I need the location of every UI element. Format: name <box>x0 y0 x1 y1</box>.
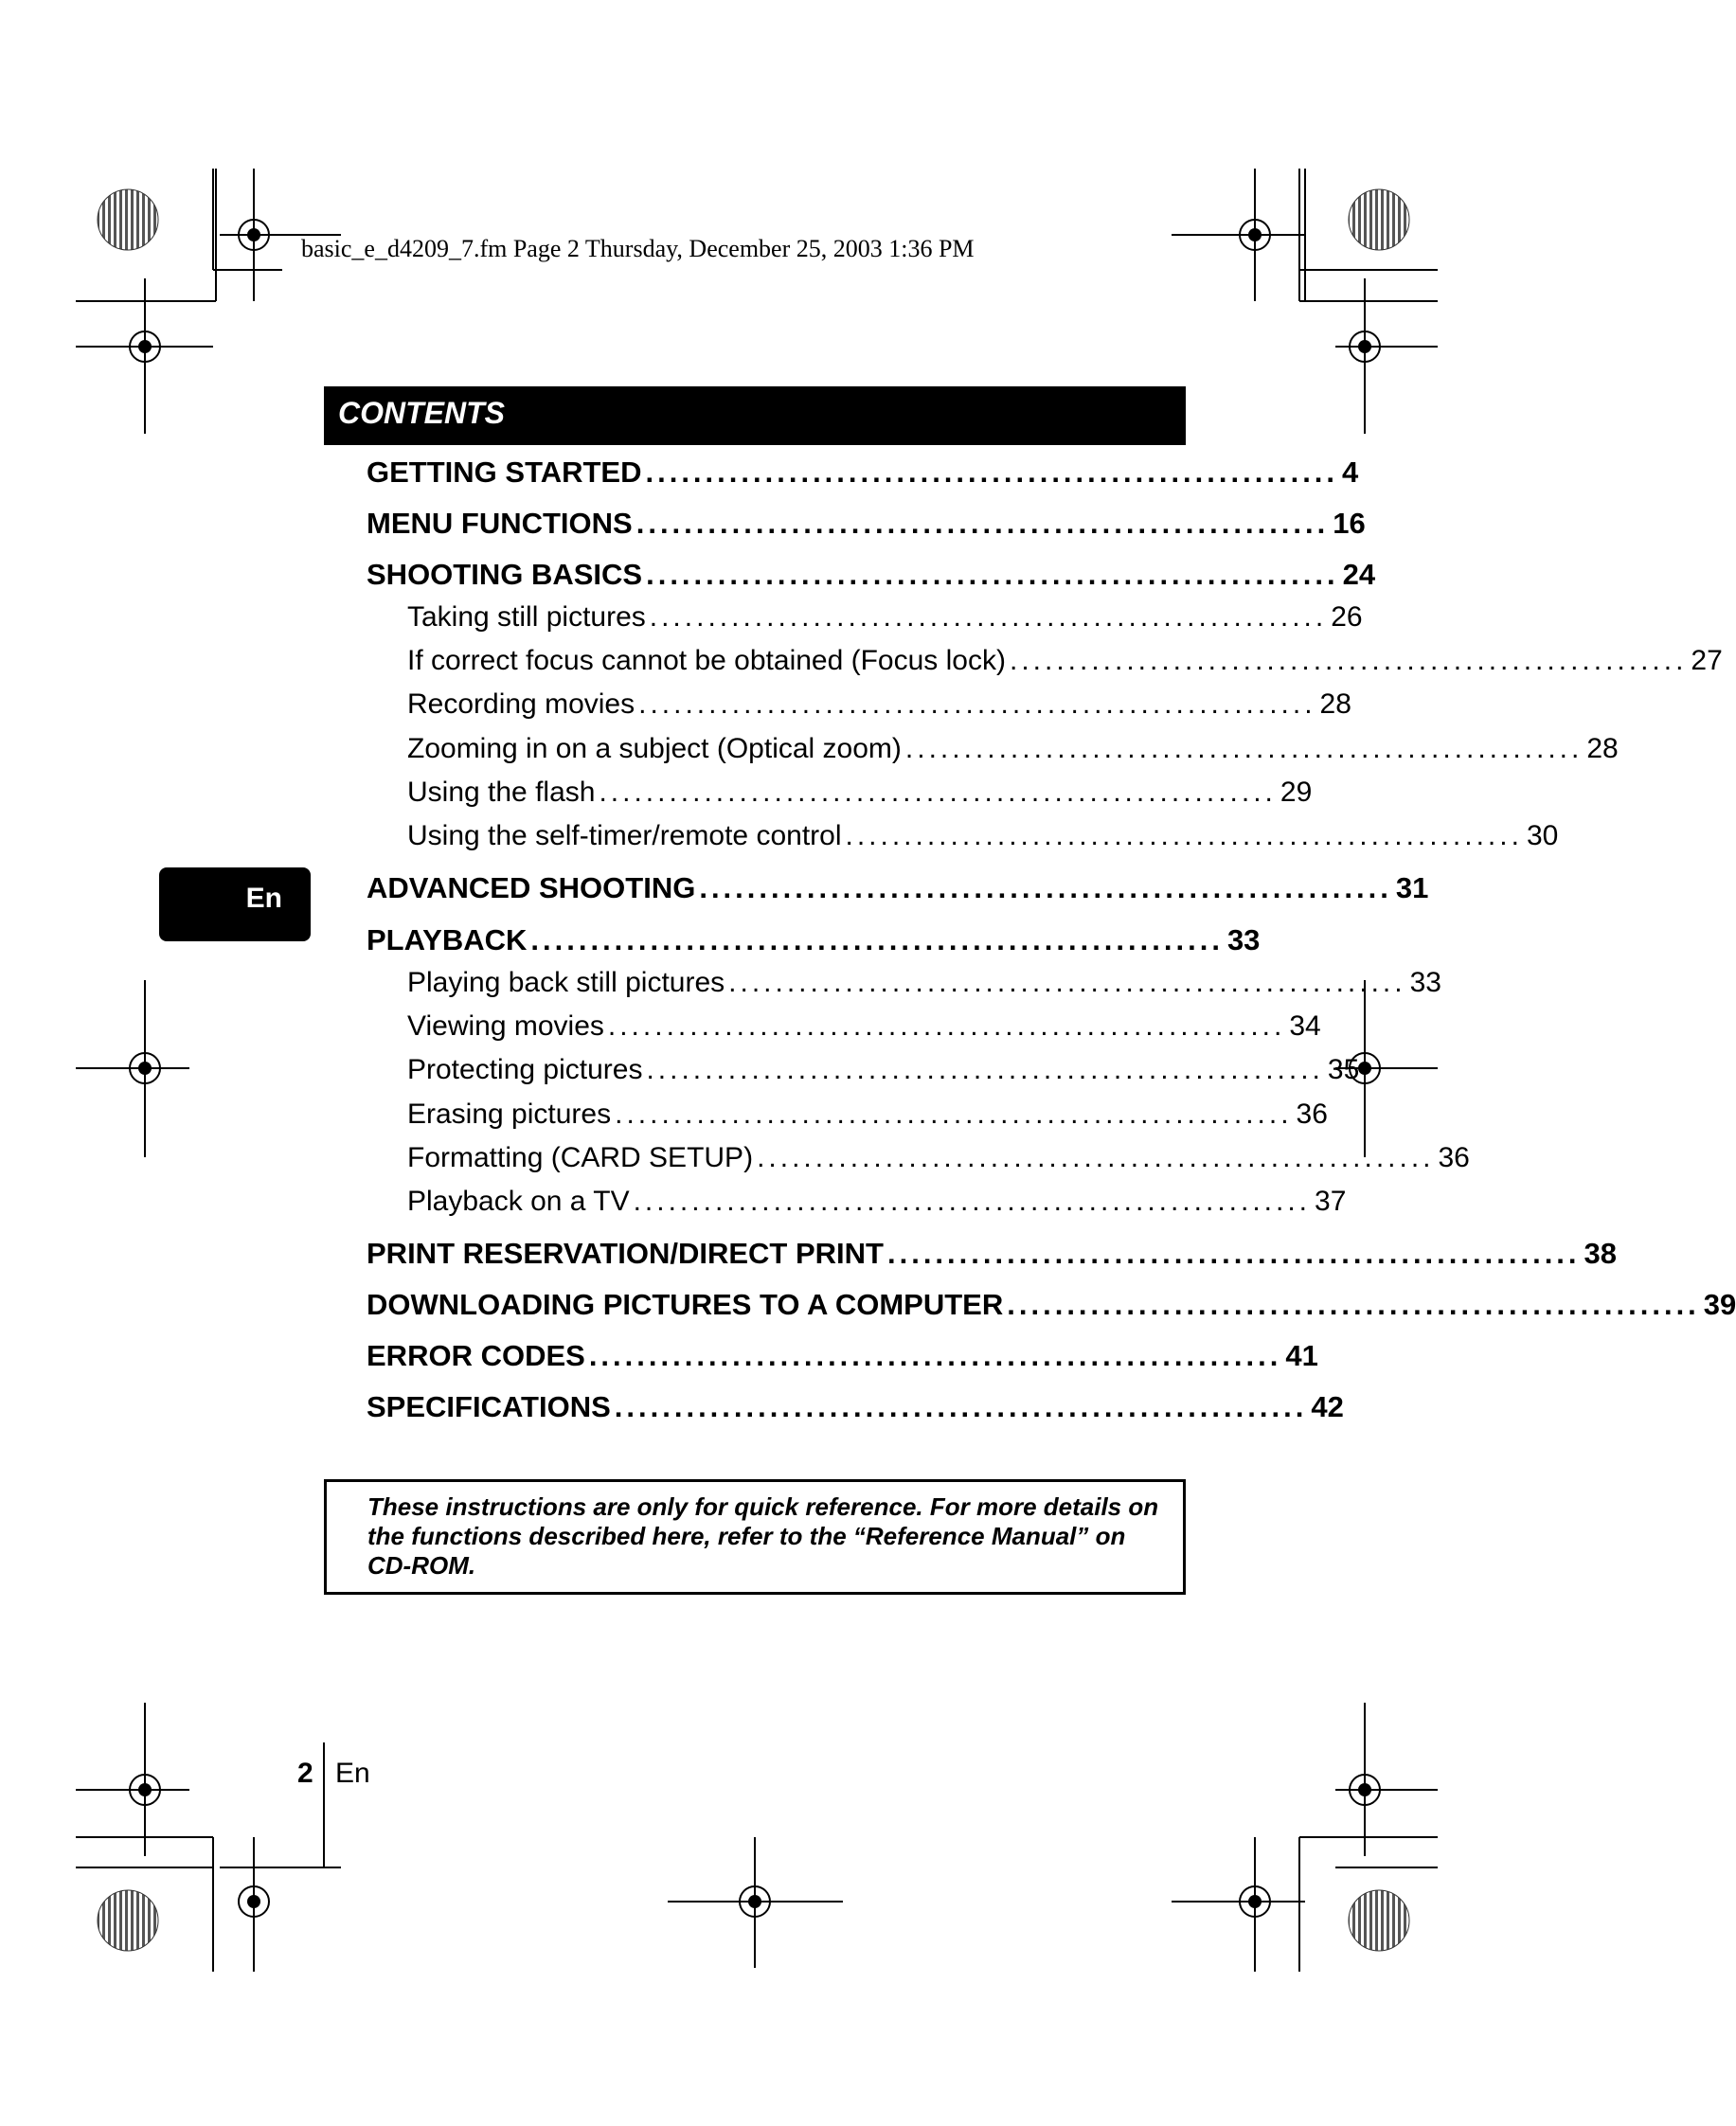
toc-entry-page: 31 <box>1395 871 1429 904</box>
toc-entry[interactable] <box>367 923 1261 957</box>
toc-leader-dots: .......................................................... <box>646 558 1339 591</box>
toc-entry-label: Taking still pictures <box>407 601 646 633</box>
toc-leader-dots: .......................................................... <box>728 967 1406 998</box>
language-tab-label: En <box>245 883 282 914</box>
toc-entry[interactable] <box>367 558 1376 592</box>
toc-entry[interactable] <box>407 1142 1470 1174</box>
toc-entry-label: SHOOTING BASICS <box>367 558 643 591</box>
toc-entry-page: 29 <box>1280 777 1313 808</box>
toc-entry-page: 33 <box>1409 967 1441 998</box>
toc-entry-label: Zooming in on a subject (Optical zoom) <box>407 733 902 764</box>
toc-entry[interactable] <box>367 507 1366 541</box>
contents-title: CONTENTS <box>338 396 505 430</box>
toc-entry[interactable] <box>367 1237 1618 1271</box>
toc-entry-label: ERROR CODES <box>367 1339 585 1372</box>
toc-entry-label: If correct focus cannot be obtained (Focus lock) <box>407 645 1006 676</box>
toc-entry-page: 30 <box>1526 820 1559 851</box>
toc-entry-page: 26 <box>1331 601 1363 633</box>
toc-entry-page: 37 <box>1315 1186 1347 1217</box>
toc-leader-dots: .......................................................... <box>614 1390 1308 1423</box>
toc-entry[interactable] <box>407 688 1351 721</box>
file-info-header: basic_e_d4209_7.fm Page 2 Thursday, December 25, 2003 1:36 PM <box>301 235 975 262</box>
toc-entry-label: ADVANCED SHOOTING <box>367 871 696 904</box>
toc-entry[interactable] <box>367 456 1359 490</box>
toc-entry[interactable] <box>407 733 1619 765</box>
toc-leader-dots: .......................................................... <box>1009 645 1688 676</box>
toc-leader-dots: .......................................................... <box>633 1186 1312 1217</box>
toc-leader-dots: .......................................................... <box>845 820 1523 851</box>
toc-entry[interactable] <box>407 820 1559 852</box>
toc-entry-label: Erasing pictures <box>407 1099 612 1130</box>
toc-leader-dots: .......................................................... <box>646 1054 1324 1085</box>
toc-entry-label: DOWNLOADING PICTURES TO A COMPUTER <box>367 1288 1004 1321</box>
toc-entry-page: 42 <box>1311 1390 1344 1423</box>
toc-entry-page: 34 <box>1289 1010 1321 1042</box>
toc-leader-dots: .......................................................... <box>530 923 1224 956</box>
toc-leader-dots: .......................................................... <box>757 1142 1435 1173</box>
toc-entry-page: 35 <box>1327 1054 1360 1085</box>
toc-leader-dots: .......................................................... <box>904 733 1584 764</box>
toc-entry-label: Playback on a TV <box>407 1186 630 1217</box>
toc-leader-dots: .......................................................... <box>615 1099 1293 1130</box>
toc-entry-label: Protecting pictures <box>407 1054 643 1085</box>
toc-entry[interactable] <box>407 1099 1328 1131</box>
toc-entry-label: Playing back still pictures <box>407 967 725 998</box>
toc-entry-label: Formatting (CARD SETUP) <box>407 1142 754 1173</box>
toc-entry[interactable] <box>407 1186 1347 1218</box>
toc-entry-page: 16 <box>1333 507 1366 540</box>
toc-leader-dots: .......................................................... <box>886 1237 1581 1270</box>
toc-entry-label: GETTING STARTED <box>367 456 642 489</box>
toc-entry[interactable] <box>407 1010 1321 1043</box>
toc-entry[interactable] <box>367 1390 1344 1424</box>
toc-entry-label: Using the flash <box>407 777 596 808</box>
toc-entry-label: PLAYBACK <box>367 923 528 956</box>
toc-entry-page: 39 <box>1703 1288 1736 1321</box>
toc-entry-label: MENU FUNCTIONS <box>367 507 633 540</box>
toc-entry-label: Viewing movies <box>407 1010 604 1042</box>
toc-leader-dots: .......................................................... <box>599 777 1277 808</box>
toc-entry-page: 28 <box>1319 688 1351 720</box>
toc-entry-page: 41 <box>1285 1339 1318 1372</box>
toc-leader-dots: .......................................................... <box>607 1010 1286 1042</box>
toc-entry-page: 24 <box>1342 558 1376 591</box>
toc-leader-dots: .......................................................... <box>588 1339 1282 1372</box>
toc-entry-page: 28 <box>1586 733 1619 764</box>
toc-entry-label: SPECIFICATIONS <box>367 1390 611 1423</box>
toc-entry-page: 4 <box>1342 456 1359 489</box>
toc-leader-dots: .......................................................... <box>638 688 1316 720</box>
toc-leader-dots: .......................................................... <box>699 871 1392 904</box>
toc-leader-dots: .......................................................... <box>635 507 1330 540</box>
toc-entry-label: Using the self-timer/remote control <box>407 820 842 851</box>
toc-entry-page: 36 <box>1438 1142 1470 1173</box>
toc-entry[interactable] <box>407 645 1723 677</box>
toc-entry-label: PRINT RESERVATION/DIRECT PRINT <box>367 1237 884 1270</box>
page-number: 2 <box>297 1758 313 1789</box>
toc-entry-page: 36 <box>1296 1099 1328 1130</box>
footer-language: En <box>335 1758 370 1789</box>
toc-entry-label: Recording movies <box>407 688 635 720</box>
toc-entry[interactable] <box>407 967 1441 999</box>
toc-entry[interactable] <box>407 777 1313 809</box>
toc-entry[interactable] <box>367 871 1429 905</box>
toc-leader-dots: .......................................................... <box>645 456 1339 489</box>
toc-entry[interactable] <box>367 1288 1736 1322</box>
toc-leader-dots: .......................................................... <box>1007 1288 1700 1321</box>
toc-leader-dots: .......................................................... <box>649 601 1328 633</box>
toc-entry-page: 38 <box>1584 1237 1618 1270</box>
notice-text: These instructions are only for quick reference. For more details on the functions described here, refer to the “Reference Manual” on CD-ROM. <box>367 1492 1159 1580</box>
toc-entry-page: 27 <box>1691 645 1723 676</box>
toc-entry-page: 33 <box>1226 923 1261 956</box>
toc-entry[interactable] <box>367 1339 1318 1373</box>
toc-entry[interactable] <box>407 601 1363 634</box>
toc-entry[interactable] <box>407 1054 1360 1086</box>
